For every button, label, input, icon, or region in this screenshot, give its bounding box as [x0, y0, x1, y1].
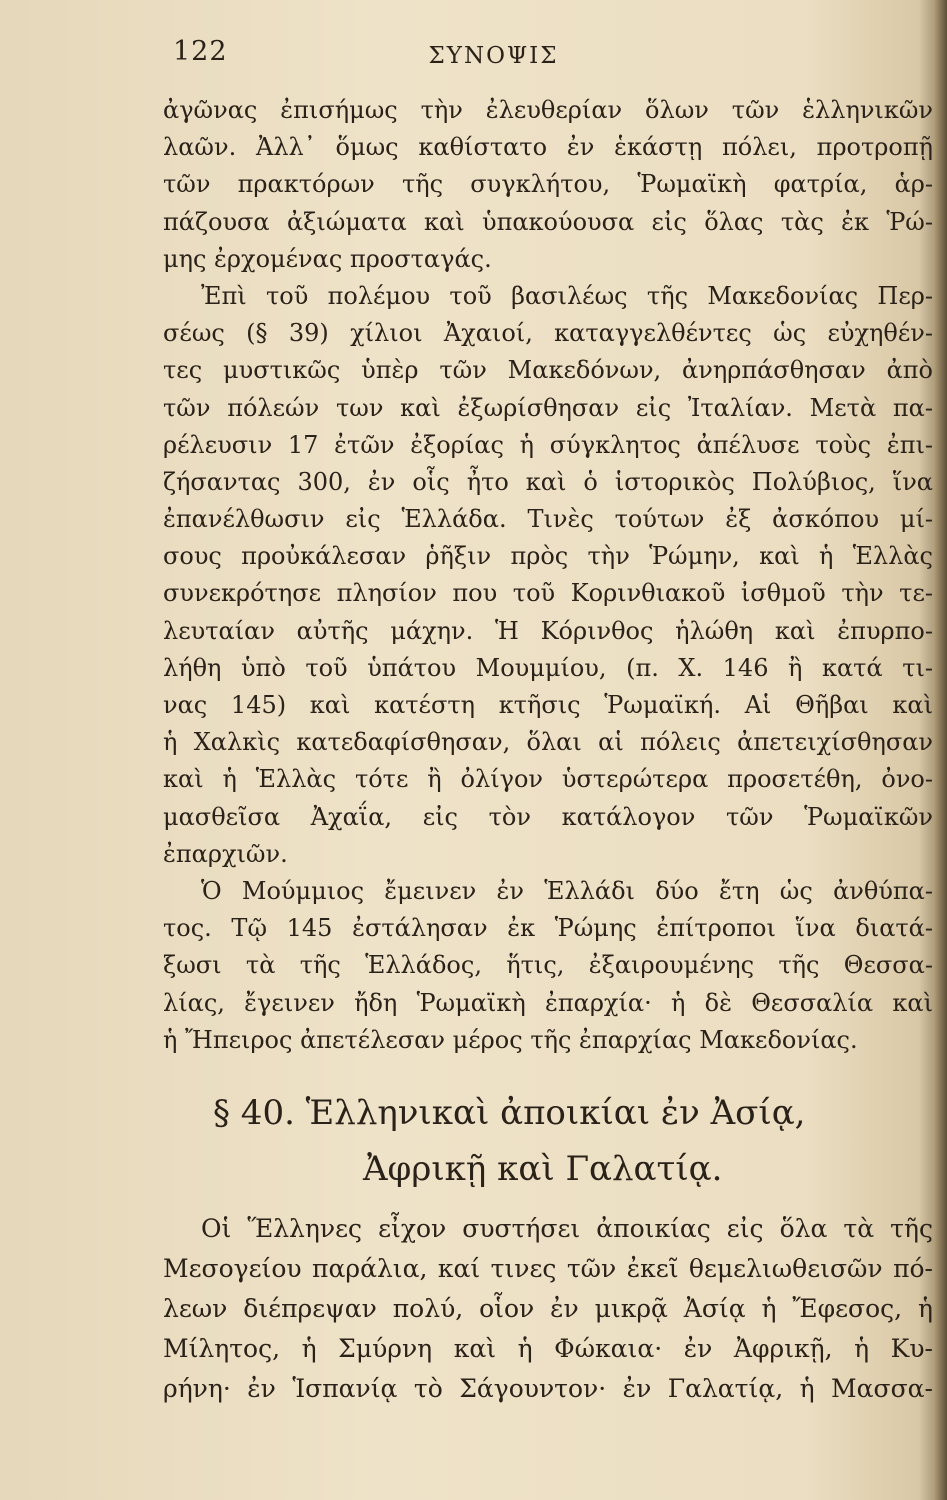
text-line: τες μυστικῶς ὑπὲρ τῶν Μακεδόνων, ἀνηρπάσθησαν ἀπὸ — [163, 356, 933, 385]
text-line: ζήσαντας 300, ἐν οἷς ἦτο καὶ ὁ ἱστορικὸς Πολύβιος, ἵνα — [163, 467, 933, 496]
text-line: ξωσι τὰ τῆς Ἑλλάδος, ἥτις, ἐξαιρουμένης τῆς Θεσσα- — [163, 951, 933, 980]
text-line: Ἐπὶ τοῦ πολέμου τοῦ βασιλέως τῆς Μακεδονίας Περ- — [201, 281, 933, 310]
text-line: ἐπανέλθωσιν εἰς Ἑλλάδα. Τινὲς τούτων ἐξ ἀσκόπου μί- — [163, 505, 933, 534]
section-text — [163, 1209, 933, 1409]
text-line: λαῶν. Ἀλλ᾽ ὅμως καθίστατο ἐν ἑκάστῃ πόλει, προτροπῇ — [163, 133, 933, 162]
text-line: τος. Τῷ 145 ἐστάλησαν ἐκ Ῥώμης ἐπίτροποι ἵνα διατά- — [163, 914, 933, 943]
text-line: ἡ Ἤπειρος ἀπετέλεσαν μέρος τῆς ἐπαρχίας Μακεδονίας. — [163, 1025, 858, 1054]
text-line: Μίλητος, ἡ Σμύρνη καὶ ἡ Φώκαια· ἐν Ἀφρικῇ, ἡ Κυ- — [163, 1334, 933, 1363]
text-line: λεων διέπρεψαν πολύ, οἷον ἐν μικρᾷ Ἀσίᾳ ἡ Ἔφεσος, ἡ — [163, 1294, 933, 1323]
section-heading-line: § 40. Ἑλληνικαὶ ἀποικίαι ἐν Ἀσίᾳ, — [213, 1093, 806, 1133]
text-line: λίας, ἔγεινεν ἤδη Ῥωμαϊκὴ ἐπαρχία· ἡ δὲ Θεσσαλία καὶ — [163, 988, 933, 1017]
text-line: λήθη ὑπὸ τοῦ ὑπάτου Μουμμίου, (π. Χ. 146 ἢ κατά τι- — [163, 653, 933, 682]
text-line: λευταίαν αὐτῆς μάχην. Ἡ Κόρινθος ἡλώθη καὶ ἐπυρπο- — [163, 616, 933, 645]
text-line: ἀγῶνας ἐπισήμως τὴν ἐλευθερίαν ὅλων τῶν ἑλληνικῶν — [163, 96, 933, 124]
text-line: τῶν πόλεών των καὶ ἐξωρίσθησαν εἰς Ἰταλίαν. Μετὰ πα- — [163, 393, 933, 422]
text-line: σους προὐκάλεσαν ῥῆξιν πρὸς τὴν Ῥώμην, καὶ ἡ Ἑλλὰς — [163, 542, 933, 571]
text-line: ρήνη· ἐν Ἱσπανίᾳ τὸ Σάγουντον· ἐν Γαλατίᾳ, ἡ Μασσα- — [163, 1374, 933, 1403]
page-number: 122 — [173, 36, 228, 67]
text-line: ἐπαρχιῶν. — [163, 839, 288, 868]
running-head: ΣΥΝΟΨΙΣ — [428, 43, 559, 69]
text-line: συνεκρότησε πλησίον που τοῦ Κορινθιακοῦ ἰσθμοῦ τὴν τε- — [163, 579, 933, 608]
section-heading-line: Ἀφρικῇ καὶ Γαλατίᾳ. — [363, 1149, 723, 1189]
page-edge — [933, 0, 947, 1500]
text-line: σέως (§ 39) χίλιοι Ἀχαιοί, καταγγελθέντες ὡς εὐχηθέν- — [163, 319, 933, 348]
body-text — [163, 92, 933, 1059]
text-line: ἡ Χαλκὶς κατεδαφίσθησαν, ὅλαι αἱ πόλεις ἀπετειχίσθησαν — [163, 728, 933, 757]
text-line: ρέλευσιν 17 ἐτῶν ἐξορίας ἡ σύγκλητος ἀπέλυσε τοὺς ἐπι- — [163, 430, 933, 459]
text-line: νας 145) καὶ κατέστη κτῆσις Ῥωμαϊκή. Αἱ Θῆβαι καὶ — [163, 691, 933, 719]
text-line: πάζουσα ἀξιώματα καὶ ὑπακούουσα εἰς ὅλας τὰς ἐκ Ῥώ- — [163, 207, 933, 236]
text-line: τῶν πρακτόρων τῆς συγκλήτου, Ῥωμαϊκὴ φατρία, ἁρ- — [163, 170, 933, 199]
text-line: μασθεῖσα Ἀχαΐα, εἰς τὸν κατάλογον τῶν Ῥωμαϊκῶν — [163, 802, 933, 831]
text-line: Ὁ Μούμμιος ἔμεινεν ἐν Ἑλλάδι δύο ἔτη ὡς ἀνθύπα- — [201, 876, 933, 905]
section-heading — [163, 1085, 933, 1197]
text-line: Μεσογείου παράλια, καί τινες τῶν ἐκεῖ θεμελιωθεισῶν πό- — [163, 1254, 933, 1283]
text-line: μης ἐρχομένας προσταγάς. — [163, 244, 492, 273]
text-line: καὶ ἡ Ἑλλὰς τότε ἢ ὀλίγον ὑστερώτερα προσετέθη, ὀνο- — [163, 765, 933, 794]
text-line: Οἱ Ἕλληνες εἶχον συστήσει ἀποικίας εἰς ὅλα τὰ τῆς — [201, 1214, 933, 1243]
